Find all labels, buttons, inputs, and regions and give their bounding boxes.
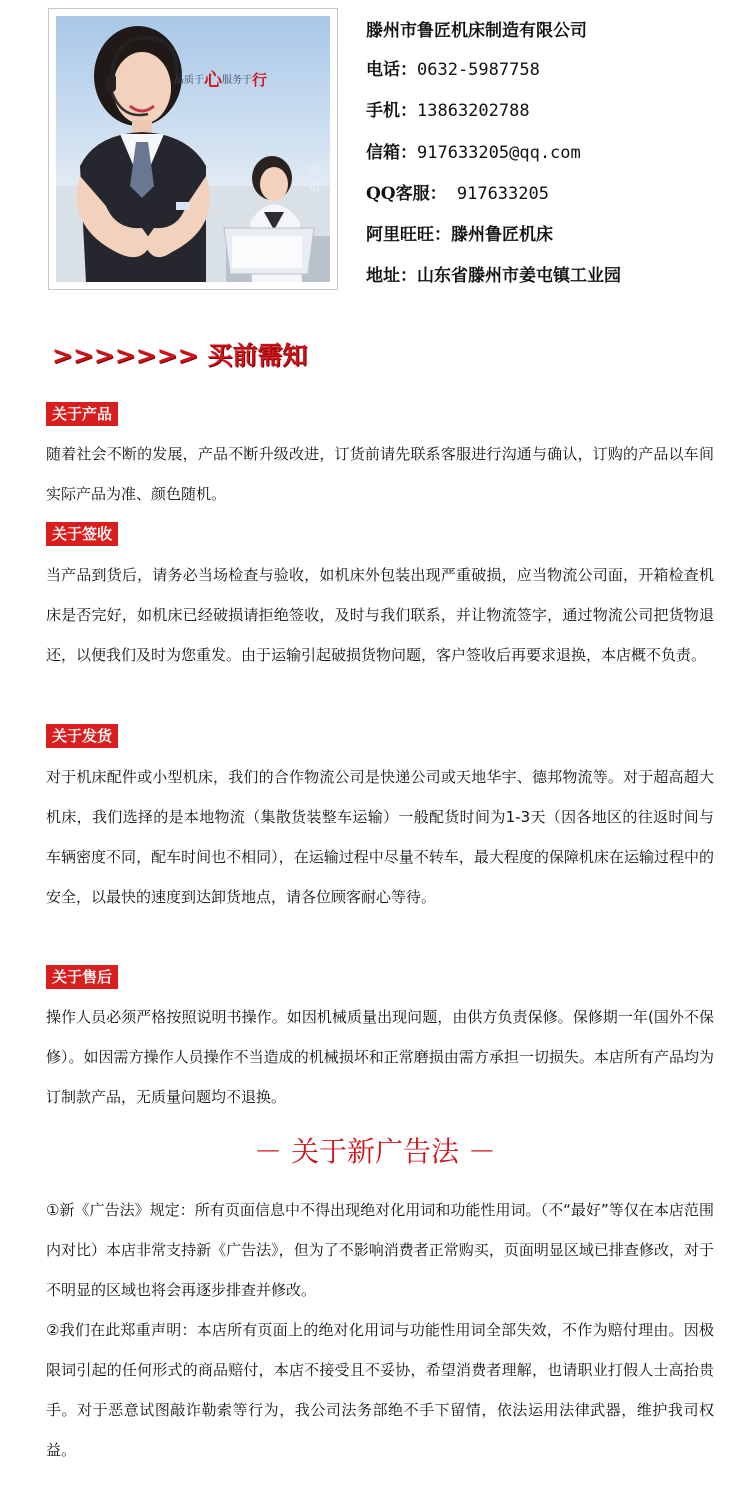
paragraph-about-receipt: 当产品到货后，请务必当场检查与验收，如机床外包装出现严重破损，应当物流公司面，开箱检查机床是否完好，如机床已经破损请拒绝签收，及时与我们联系，并让物流签字，通过物流公司把货物退还，以便我们及时为您重发。由于运输引起破损货物问题，客户签收后再要求退换，本店概不负责。 <box>46 566 714 664</box>
ad-law-paragraph-2: ②我们在此郑重声明：本店所有页面上的绝对化用词与功能性用词全部失效，不作为赔付理由。因极限词引起的任何形式的商品赔付，本店不接受且不妥协，希望消费者理解，也请职业打假人士高抬贵手。对于恶意试图敲诈勒索等行为，我公司法务部绝不手下留情，依法运用法律武器，维护我司权益。 <box>46 1321 714 1459</box>
contact-mobile <box>366 96 530 121</box>
contact-value[interactable]: 917633205@qq.com <box>417 143 581 163</box>
contact-qq <box>366 179 549 204</box>
slogan-part-service: 服务于 <box>222 75 252 86</box>
contact-phone <box>366 55 540 80</box>
contact-value[interactable]: 滕州鲁匠机床 <box>451 225 553 245</box>
contact-aliwangwang <box>366 220 553 245</box>
contact-value[interactable]: 13863202788 <box>417 101 530 121</box>
slogan-part-quality: 品质于 <box>174 75 204 86</box>
tag-about-receipt: 关于签收 <box>46 522 118 546</box>
tag-about-after-sales: 关于售后 <box>46 965 118 989</box>
contact-address <box>366 261 621 286</box>
customer-service-illustration <box>56 16 330 282</box>
contact-label: QQ客服： <box>366 184 447 204</box>
contact-label: 地址： <box>366 266 417 286</box>
ad-law-heading: － 关于新广告法 － <box>254 1135 496 1168</box>
contact-label: 手机： <box>366 101 417 121</box>
company-name <box>366 16 587 41</box>
customer-service-photo-frame <box>48 8 338 290</box>
contact-label: 阿里旺旺： <box>366 225 451 245</box>
contact-value[interactable]: 917633205 <box>446 184 549 204</box>
contact-label: 电话： <box>366 60 417 80</box>
contact-email <box>366 138 581 163</box>
customer-service-photo <box>56 16 330 282</box>
paragraph-about-after-sales: 操作人员必须严格按照说明书操作。如因机械质量出现问题，由供方负责保修。保修期一年(国外不保修）。如因需方操作人员操作不当造成的机械损坏和正常磨损由需方承担一切损失。本店所有产品均为订制款产品，无质量问题均不退换。 <box>46 1008 714 1106</box>
contact-value[interactable]: 0632-5987758 <box>417 60 540 80</box>
slogan-xing: 行 <box>252 71 268 89</box>
contact-value: 山东省滕州市姜屯镇工业园 <box>417 266 621 286</box>
notice-heading: >>>>>>> 买前需知 <box>52 341 308 370</box>
ad-law-paragraph-1: ①新《广告法》规定：所有页面信息中不得出现绝对化用词和功能性用词。（不“最好”等仅在本店范围内对比）本店非常支持新《广告法》，但为了不影响消费者正常购买，页面明显区域已排查修改，对于不明显的区域也将会再逐步排查并修改。 <box>46 1201 714 1299</box>
photo-watermark: 请稍 <box>308 164 321 195</box>
contact-label: 信箱： <box>366 143 417 163</box>
company-name-text: 滕州市鲁匠机床制造有限公司 <box>366 21 587 41</box>
slogan-heart: 心 <box>204 70 222 91</box>
paragraph-about-product: 随着社会不断的发展，产品不断升级改进，订货前请先联系客服进行沟通与确认，订购的产品以车间实际产品为准、颜色随机。 <box>46 445 714 503</box>
tag-about-product: 关于产品 <box>46 402 118 426</box>
photo-slogan <box>174 66 267 92</box>
paragraph-about-shipping: 对于机床配件或小型机床，我们的合作物流公司是快递公司或天地华宇、德邦物流等。对于超高超大机床，我们选择的是本地物流（集散货装整车运输）一般配货时间为1-3天（因各地区的往返时间与车辆密度不同，配车时间也不相同），在运输过程中尽量不转车，最大程度的保障机床在运输过程中的安全，以最快的速度到达卸货地点，请各位顾客耐心等待。 <box>46 768 714 906</box>
tag-about-shipping: 关于发货 <box>46 724 118 748</box>
